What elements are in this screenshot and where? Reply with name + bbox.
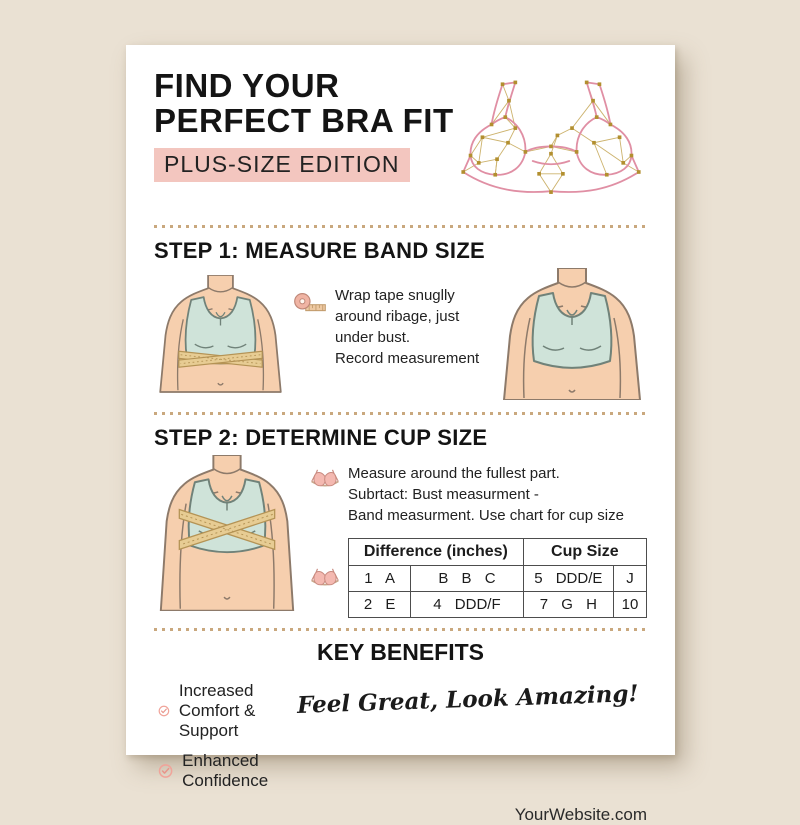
footer [154, 805, 647, 825]
table-header-cupsize: Cup Size [523, 539, 646, 566]
title-line-2: PERFECT BRA FIT [154, 101, 454, 139]
step2-line-3: Band measurment. Use chart for cup size [348, 507, 624, 524]
step1-heading: STEP 1: MEASURE BAND SIZE [154, 238, 486, 263]
step2-instruction-text [348, 463, 624, 526]
list-item [158, 681, 297, 741]
list-item [158, 751, 297, 791]
dotted-separator [154, 225, 647, 228]
dotted-separator [154, 628, 647, 631]
step2-instruction [310, 463, 647, 526]
cup-size-chart-block [310, 538, 647, 618]
step1-section [154, 268, 647, 400]
benefit-label: Increased Comfort & Support [178, 681, 256, 740]
table-cell: 2 E [349, 592, 411, 618]
check-icon [158, 700, 170, 722]
benefits-section [154, 676, 647, 801]
step2-heading: STEP 2: DETERMINE CUP SIZE [154, 425, 488, 450]
table-header-difference: Difference (inches) [349, 539, 524, 566]
step2-section [154, 455, 647, 618]
benefit-label: Enhanced Confidence [182, 751, 269, 790]
benefits-heading: KEY BENEFITS [317, 639, 484, 665]
benefits-list [158, 676, 297, 801]
torso-bust-measure-illustration [154, 455, 300, 611]
table-row [349, 592, 647, 618]
table-row [349, 566, 647, 592]
table-cell: 5 DDD/E [523, 566, 613, 592]
table-cell: J [613, 566, 646, 592]
table-cell: 4 DDD/F [411, 592, 523, 618]
check-icon [158, 760, 173, 782]
website-link[interactable]: YourWebsite.com [514, 805, 647, 824]
step1-line-1: Wrap tape snuglly [335, 287, 455, 304]
table-cell: 1 A [349, 566, 411, 592]
table-header-row [349, 539, 647, 566]
step1-line-2: around ribage, just under bust. [335, 308, 460, 346]
step1-instruction [293, 285, 491, 369]
step2-line-1: Measure around the fullest part. [348, 465, 560, 482]
title-block [154, 69, 454, 182]
dotted-separator [154, 412, 647, 415]
torso-plain-illustration [497, 268, 647, 400]
table-cell: 7 G H [523, 592, 613, 618]
bra-icon [310, 467, 340, 491]
torso-band-measure-illustration [154, 275, 287, 392]
measuring-tape-icon [293, 289, 327, 317]
subtitle-badge: PLUS-SIZE EDITION [154, 148, 410, 182]
page-title [154, 69, 454, 138]
infographic-card [126, 45, 675, 824]
step2-line-2: Subrtact: Bust measurment - [348, 486, 539, 503]
step1-instruction-text [335, 285, 491, 369]
step1-line-3: Record measurement [335, 350, 480, 367]
table-cell: B B C [411, 566, 523, 592]
tagline: Feel Great, Look Amazing! [297, 680, 640, 719]
header [154, 69, 647, 209]
cup-size-table [348, 538, 647, 618]
title-line-1: FIND YOUR [154, 67, 340, 104]
bra-wireframe-illustration [455, 71, 647, 209]
table-cell: 10 [613, 592, 646, 618]
step2-right-column [310, 455, 647, 618]
bra-chart-icon [310, 565, 340, 591]
